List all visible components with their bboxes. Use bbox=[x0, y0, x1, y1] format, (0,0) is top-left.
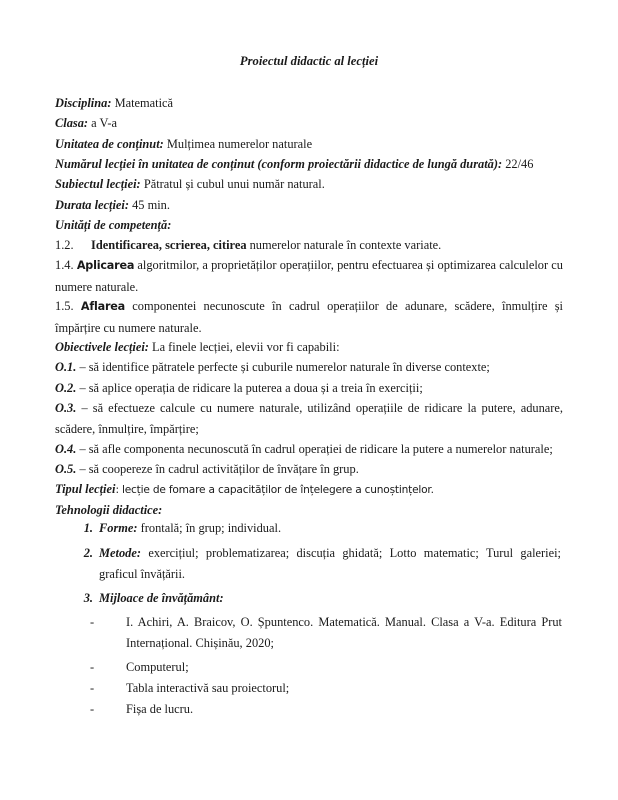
competenta-item bbox=[55, 237, 563, 253]
obiectiv-text: – să coopereze în cadrul activităților de învățare în grup. bbox=[76, 462, 359, 476]
mijloc-text: Tabla interactivă sau proiectorul; bbox=[126, 681, 290, 695]
tipul-label: Tipul lecției bbox=[55, 482, 116, 496]
tehnologie-label: Forme: bbox=[99, 521, 138, 535]
dash-bullet: - bbox=[90, 702, 95, 716]
field-label: Subiectul lecției: bbox=[55, 177, 141, 191]
field-label: Disciplina: bbox=[55, 96, 112, 110]
mijloc-text: I. Achiri, A. Braicov, O. Șpuntenco. Matematică. Manual. Clasa a V-a. Editura Prut Internațional. Chișinău, 2020; bbox=[126, 615, 562, 650]
obiectiv-code: O.4. bbox=[55, 442, 77, 456]
obiectiv-code: O.2. bbox=[55, 381, 77, 395]
obiectiv-item bbox=[55, 441, 563, 457]
field-value: a V-a bbox=[91, 116, 117, 130]
obiectiv-text: – să efectueze calcule cu numere naturale, utilizând operațiile de ridicare la putere, adunare, scădere, înmulțire, împărțire; bbox=[55, 401, 563, 436]
field-value: Pătratul și cubul unui număr natural. bbox=[143, 177, 325, 191]
tehnologie-label: Metode: bbox=[99, 546, 141, 560]
field-value: Mulțimea numerelor naturale bbox=[166, 137, 313, 151]
obiectiv-code: O.3. bbox=[55, 401, 77, 415]
obiective-intro-text: La finele lecției, elevii vor fi capabili: bbox=[152, 340, 340, 354]
mijloc-item bbox=[90, 657, 563, 678]
tehnologie-number: 2. bbox=[83, 546, 93, 560]
field-durata bbox=[55, 197, 563, 213]
competenta-item bbox=[55, 255, 563, 297]
tehnologie-number: 3. bbox=[83, 591, 93, 605]
obiective-label: Obiectivele lecției: bbox=[55, 340, 149, 354]
competente-heading: Unități de competență: bbox=[55, 218, 172, 232]
dash-bullet: - bbox=[90, 660, 95, 674]
competenta-text: algoritmilor, a proprietăților operațiilor, pentru efectuarea și optimizarea calculelor cu numere naturale. bbox=[55, 258, 563, 294]
mijloc-item bbox=[90, 612, 563, 653]
tehnologie-text: exercițiul; problematizarea; discuția ghidată; Lotto matematic; Turul galeriei; graficul învățării. bbox=[99, 546, 561, 581]
competenta-number: 1.5. bbox=[55, 299, 74, 313]
field-value: 45 min. bbox=[132, 198, 170, 212]
competenta-text: numerelor naturale în contexte variate. bbox=[246, 238, 442, 252]
field-label: Numărul lecției în unitatea de conținut (conform proiectării didactice de lungă durată): bbox=[55, 157, 503, 171]
dash-bullet: - bbox=[90, 615, 95, 629]
tehnologie-item bbox=[73, 518, 563, 539]
tehnologie-label: Mijloace de învățământ: bbox=[99, 591, 224, 605]
tehnologii-heading: Tehnologii didactice: bbox=[55, 503, 163, 517]
mijloc-text: Computerul; bbox=[126, 660, 189, 674]
mijloc-item bbox=[90, 678, 563, 699]
field-disciplina bbox=[55, 95, 563, 111]
competenta-keyword: Aflarea bbox=[80, 300, 126, 313]
obiectiv-item bbox=[55, 461, 563, 477]
field-subiectul bbox=[55, 176, 563, 192]
obiectiv-item bbox=[55, 380, 563, 396]
competenta-text: componentei necunoscute în cadrul operațiilor de adunare, scădere, înmulțire și împărțire cu numere naturale. bbox=[55, 299, 563, 335]
field-numarul bbox=[55, 156, 563, 172]
obiectiv-text: – să afle componenta necunoscută în cadrul operației de ridicare la putere a numerelor naturale; bbox=[76, 442, 553, 456]
tehnologie-number: 1. bbox=[83, 521, 93, 535]
competenta-keyword: Identificarea, scrierea, citirea bbox=[91, 238, 247, 252]
obiectiv-item bbox=[55, 398, 563, 439]
field-unitatea bbox=[55, 136, 563, 152]
competenta-number: 1.2. bbox=[55, 238, 74, 252]
competenta-keyword: Aplicarea bbox=[76, 259, 135, 272]
competenta-item bbox=[55, 296, 563, 338]
obiectiv-item bbox=[55, 359, 563, 375]
obiective-intro bbox=[55, 339, 563, 355]
field-value: 22/46 bbox=[505, 157, 534, 171]
obiectiv-code: O.1. bbox=[55, 360, 77, 374]
mijloc-text: Fișa de lucru. bbox=[126, 702, 194, 716]
obiectiv-text: – să identifice pătratele perfecte și cuburile numerelor naturale în diverse contexte; bbox=[76, 360, 490, 374]
competenta-number: 1.4. bbox=[55, 258, 74, 272]
field-label: Clasa: bbox=[55, 116, 89, 130]
tipul-lectiei bbox=[55, 481, 563, 498]
tehnologie-item bbox=[73, 543, 563, 584]
document-title: Proiectul didactic al lecției bbox=[239, 54, 379, 68]
tehnologie-text: frontală; în grup; individual. bbox=[137, 521, 282, 535]
obiectiv-text: – să aplice operația de ridicare la puterea a doua și a treia în exerciții; bbox=[76, 381, 423, 395]
obiectiv-code: O.5. bbox=[55, 462, 77, 476]
field-value: Matematică bbox=[114, 96, 174, 110]
field-label: Durata lecției: bbox=[55, 198, 129, 212]
tipul-value: : lecție de fomare a capacităților de înțelegere a cunoștințelor. bbox=[115, 484, 434, 496]
field-clasa bbox=[55, 115, 563, 131]
tehnologie-item bbox=[73, 588, 563, 609]
mijloc-item bbox=[90, 699, 563, 720]
dash-bullet: - bbox=[90, 681, 95, 695]
field-label: Unitatea de conținut: bbox=[55, 137, 164, 151]
